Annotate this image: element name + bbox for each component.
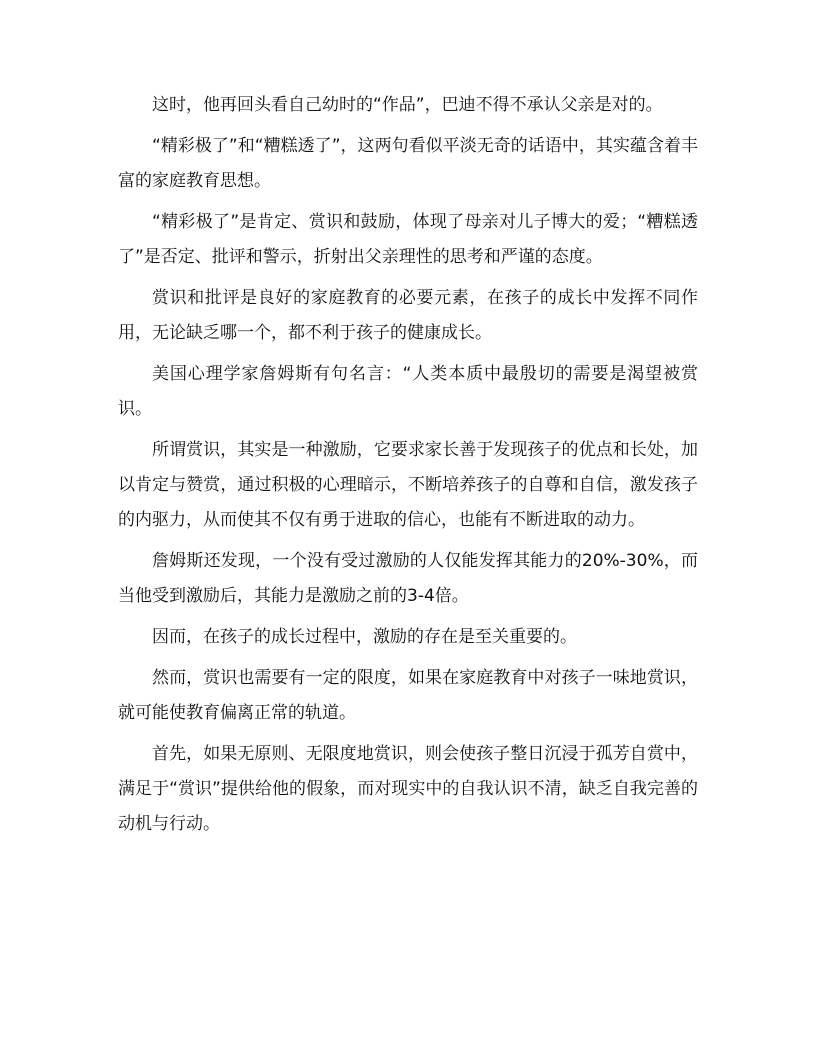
paragraph-4: 赏识和批评是良好的家庭教育的必要元素，在孩子的成长中发挥不同作用，无论缺乏哪一个，都不利于孩子的健康成长。 (118, 288, 698, 343)
paragraph-1: 这时，他再回头看自己幼时的“作品”，巴迪不得不承认父亲是对的。 (152, 95, 663, 115)
document-body (118, 88, 698, 848)
paragraph-6: 所谓赏识，其实是一种激励，它要求家长善于发现孩子的优点和长处，加以肯定与赞赏，通过积极的心理暗示，不断培养孩子的自尊和自信，激发孩子的内驱力，从而使其不仅有勇于进取的信心，也能有不断进取的动力。 (118, 440, 698, 530)
paragraph-7: 詹姆斯还发现，一个没有受过激励的人仅能发挥其能力的20%-30%，而当他受到激励后，其能力是激励之前的3-4倍。 (118, 551, 698, 606)
paragraph-5: 美国心理学家詹姆斯有句名言：“人类本质中最殷切的需要是渴望被赏识。 (118, 364, 698, 419)
paragraph-2: “精彩极了”和“糟糕透了”，这两句看似平淡无奇的话语中，其实蕴含着丰富的家庭教育思想。 (118, 136, 698, 191)
paragraph-8: 因而，在孩子的成长过程中，激励的存在是至关重要的。 (152, 627, 577, 647)
paragraph-3: “精彩极了”是肯定、赏识和鼓励，体现了母亲对儿子博大的爱；“糟糕透了”是否定、批评和警示，折射出父亲理性的思考和严谨的态度。 (118, 212, 698, 267)
paragraph-10: 首先，如果无原则、无限度地赏识，则会使孩子整日沉浸于孤芳自赏中，满足于“赏识”提供给他的假象，而对现实中的自我认识不清，缺乏自我完善的动机与行动。 (118, 744, 698, 834)
paragraph-9: 然而，赏识也需要有一定的限度，如果在家庭教育中对孩子一味地赏识，就可能使教育偏离正常的轨道。 (118, 668, 698, 723)
